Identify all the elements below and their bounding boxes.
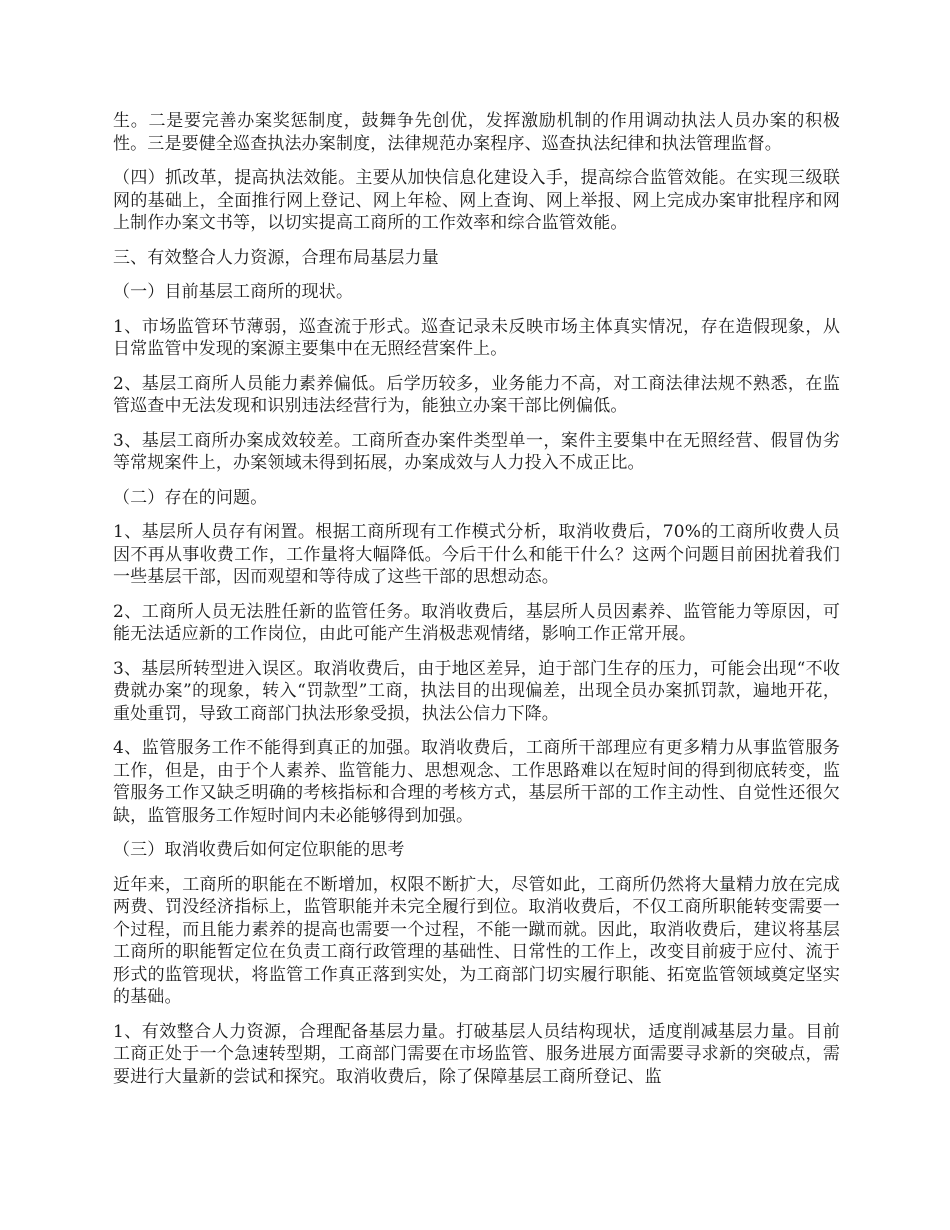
paragraph-status-2: 2、基层工商所人员能力素养偏低。后学历较多，业务能力不高，对工商法律法规不熟悉，在监管巡查中无法发现和识别违法经营行为，能独立办案干部比例偏低。	[113, 373, 840, 416]
paragraph-integrate-resources: 1、有效整合人力资源，合理配备基层力量。打破基层人员结构现状，适度削减基层力量。目前工商正处于一个急速转型期，工商部门需要在市场监管、服务进展方面需要寻求新的突破点，需要进行大量新的尝试和探究。取消收费后，除了保障基层工商所登记、监	[113, 1021, 840, 1087]
paragraph-problem-3: 3、基层所转型进入误区。取消收费后，由于地区差异，迫于部门生存的压力，可能会出现“不收费就办案”的现象，转入“罚款型”工商，执法目的出现偏差，出现全员办案抓罚款，遍地开花，重处重罚，导致工商部门执法形象受损，执法公信力下降。	[113, 658, 840, 724]
paragraph-2: （四）抓改革，提高执法效能。主要从加快信息化建设入手，提高综合监管效能。在实现三级联网的基础上，全面推行网上登记、网上年检、网上查询、网上举报、网上完成办案审批程序和网上制作办案文书等，以切实提高工商所的工作效率和综合监管效能。	[113, 168, 840, 233]
paragraph-status-3: 3、基层工商所办案成效较差。工商所查办案件类型单一，案件主要集中在无照经营、假冒伪劣等常规案件上，办案领域未得到拓展，办案成效与人力投入不成正比。	[113, 430, 840, 473]
paragraph-function-positioning: 近年来，工商所的职能在不断增加，权限不断扩大，尽管如此，工商所仍然将大量精力放在完成两费、罚没经济指标上，监管职能并未完全履行到位。取消收费后，不仅工商所职能转变需要一个过程，而且能力素养的提高也需要一个过程，不能一蹴而就。因此，取消收费后，建议将基层工商所的职能暂定位在负责工商行政管理的基础性、日常性的工作上，改变目前疲于应付、流于形式的监管现状，将监管工作真正落到实处，为工商部门切实履行职能、拓宽监管领域奠定坚实的基础。	[113, 874, 840, 1007]
paragraph-status-1: 1、市场监管环节薄弱，巡查流于形式。巡查记录未反映市场主体真实情况，存在造假现象，从日常监管中发现的案源主要集中在无照经营案件上。	[113, 316, 840, 359]
paragraph-1: 生。二是要完善办案奖惩制度，鼓舞争先创优，发挥激励机制的作用调动执法人员办案的积极性。三是要健全巡查执法办案制度，法律规范办案程序、巡查执法纪律和执法管理监督。	[113, 111, 840, 154]
subheading-function-positioning: （三）取消收费后如何定位职能的思考	[113, 840, 405, 860]
paragraph-problem-1: 1、基层所人员存有闲置。根据工商所现有工作模式分析，取消收费后，70%的工商所收费人员因不再从事收费工作，工作量将大幅降低。今后干什么和能干什么？这两个问题目前困扰着我们一些基层干部，因而观望和等待成了这些干部的思想动态。	[113, 522, 840, 587]
section-heading-3: 三、有效整合人力资源，合理布局基层力量	[113, 247, 439, 268]
paragraph-problem-4: 4、监管服务工作不能得到真正的加强。取消收费后，工商所干部理应有更多精力从事监管服务工作，但是，由于个人素养、监管能力、思想观念、工作思路难以在短时间的得到彻底转变，监管服务工作又缺乏明确的考核指标和合理的考核方式，基层所干部的工作主动性、自觉性还很欠缺，监管服务工作短时间内未必能够得到加强。	[113, 738, 840, 826]
subheading-problems: （二）存在的问题。	[113, 487, 268, 508]
paragraph-problem-2: 2、工商所人员无法胜任新的监管任务。取消收费后，基层所人员因素养、监管能力等原因，可能无法适应新的工作岗位，由此可能产生消极悲观情绪，影响工作正常开展。	[113, 601, 840, 644]
subheading-current-status: （一）目前基层工商所的现状。	[113, 282, 354, 302]
